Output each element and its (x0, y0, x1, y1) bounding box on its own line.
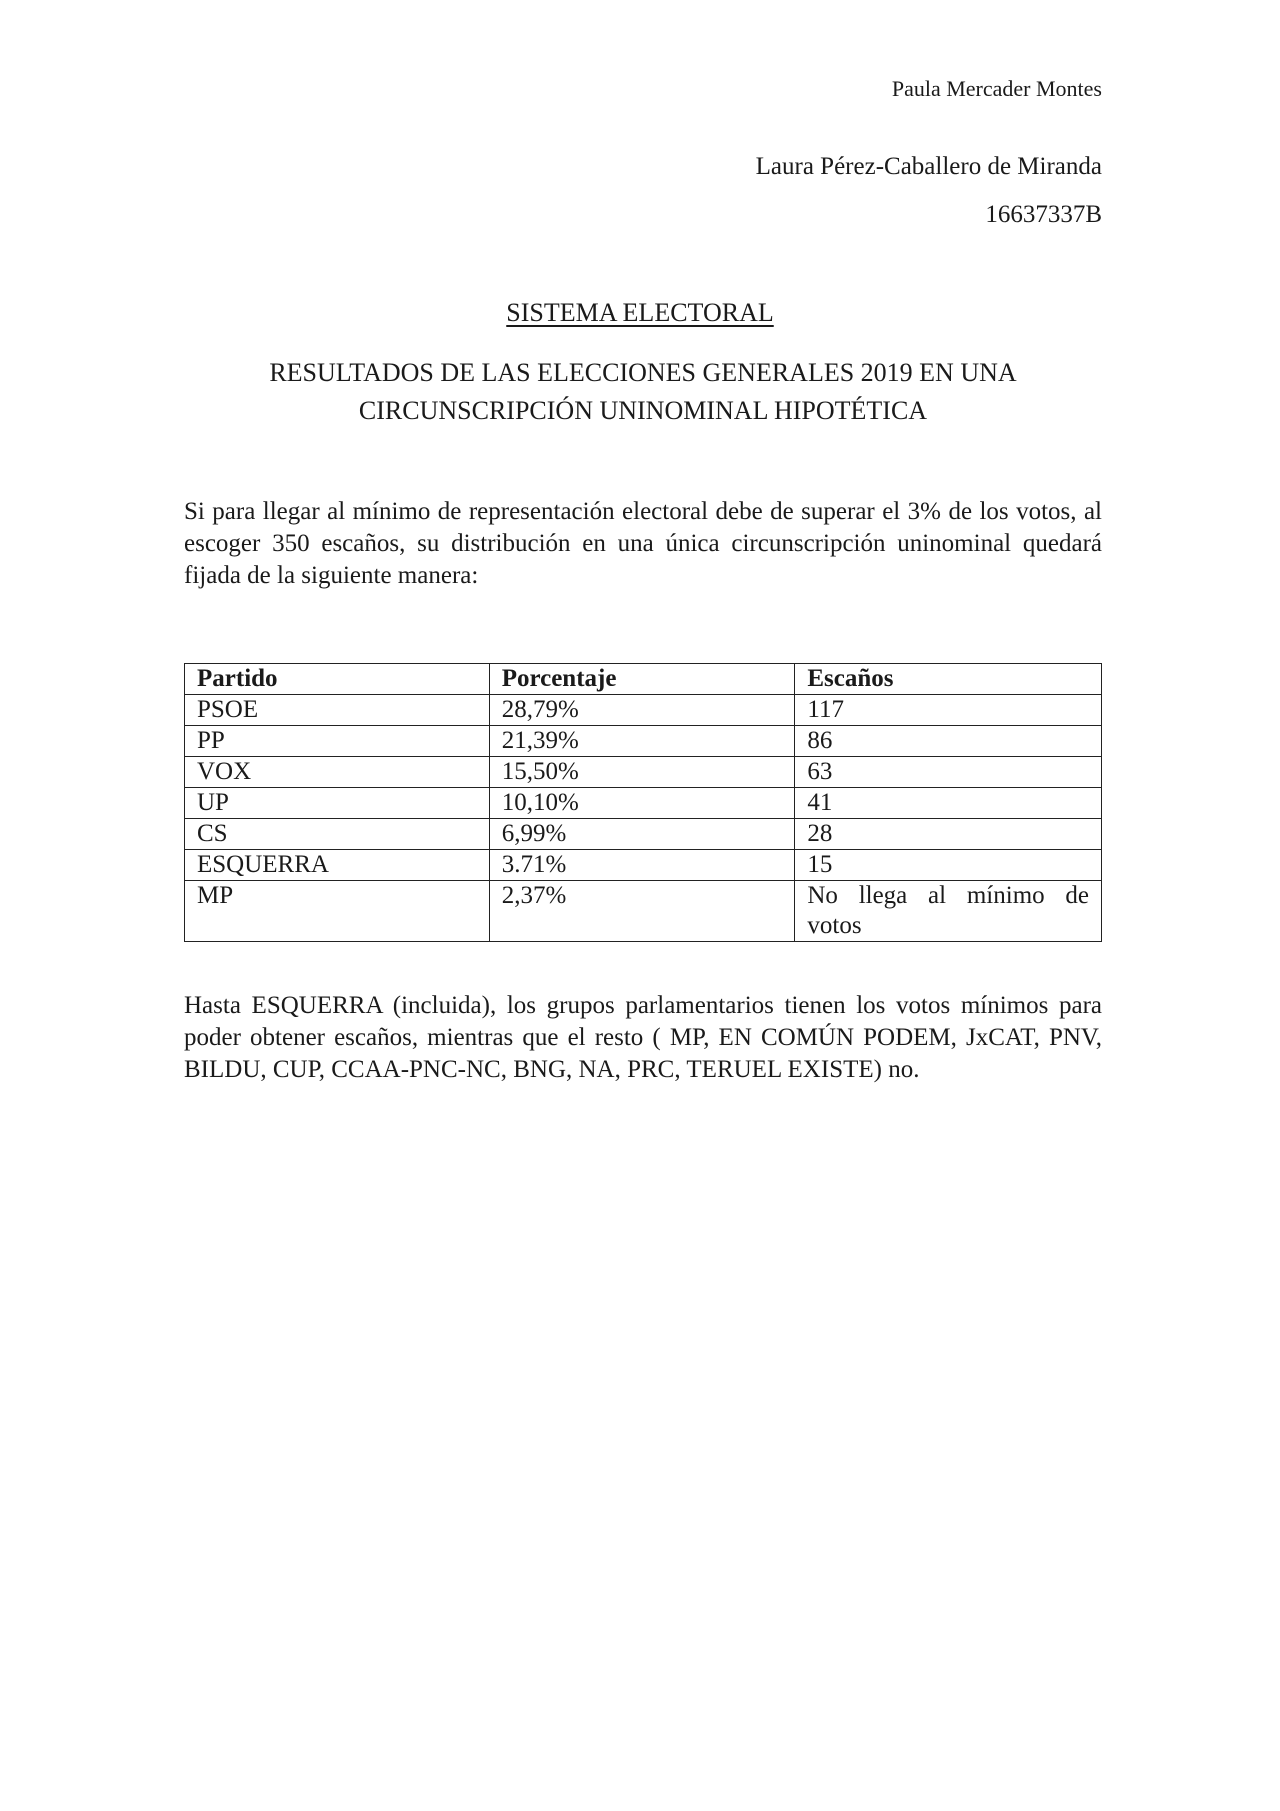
cell-party: VOX (185, 757, 490, 788)
conclusion-paragraph: Hasta ESQUERRA (incluida), los grupos parlamentarios tienen los votos mínimos para poder obtener escaños, mientras que el resto ( MP, EN COMÚN PODEM, JxCAT, PNV, BILDU, CUP, CCAA-PNC-NC, BNG, NA, PRC, TERUEL EXISTE) no. (184, 992, 1102, 1083)
table-row (185, 788, 1102, 819)
intro-paragraph: Si para llegar al mínimo de representación electoral debe de superar el 3% de los votos, al escoger 350 escaños, su distribución en una única circunscripción uninominal quedará fijada de la siguiente manera: (184, 498, 1102, 589)
table-row (185, 881, 1102, 942)
document-title: SISTEMA ELECTORAL (506, 298, 774, 327)
cell-seats: 28 (795, 819, 1102, 850)
cell-party: UP (185, 788, 490, 819)
table-header-row (185, 664, 1102, 695)
cell-seats: 15 (795, 850, 1102, 881)
cell-party: PP (185, 726, 490, 757)
table-row (185, 757, 1102, 788)
cell-seats: No llega al mínimo de votos (795, 881, 1102, 942)
cell-seats: 63 (795, 757, 1102, 788)
cell-party: MP (185, 881, 490, 942)
cell-seats: 117 (795, 695, 1102, 726)
subtitle-line-1: RESULTADOS DE LAS ELECCIONES GENERALES 2019 EN UNA (269, 358, 1017, 387)
subtitle-line-2: CIRCUNSCRIPCIÓN UNINOMINAL HIPOTÉTICA (358, 396, 928, 425)
document-subtitle (184, 354, 1102, 430)
table-row (185, 850, 1102, 881)
cell-party: CS (185, 819, 490, 850)
author-name-1: Paula Mercader Montes (891, 76, 1102, 101)
cell-percentage: 21,39% (489, 726, 795, 757)
table-row (185, 726, 1102, 757)
cell-percentage: 6,99% (489, 819, 795, 850)
cell-percentage: 28,79% (489, 695, 795, 726)
table-row (185, 819, 1102, 850)
table-row (185, 695, 1102, 726)
cell-party: ESQUERRA (185, 850, 490, 881)
header-escanos: Escaños (795, 664, 1102, 695)
cell-seats: 41 (795, 788, 1102, 819)
cell-seats: 86 (795, 726, 1102, 757)
cell-percentage: 10,10% (489, 788, 795, 819)
cell-percentage: 3.71% (489, 850, 795, 881)
header-porcentaje: Porcentaje (489, 664, 795, 695)
header-partido: Partido (185, 664, 490, 695)
author-name-2: Laura Pérez-Caballero de Miranda (755, 153, 1102, 180)
cell-party: PSOE (185, 695, 490, 726)
cell-percentage: 2,37% (489, 881, 795, 942)
results-table (184, 663, 1102, 942)
id-number: 16637337B (985, 201, 1102, 228)
cell-percentage: 15,50% (489, 757, 795, 788)
